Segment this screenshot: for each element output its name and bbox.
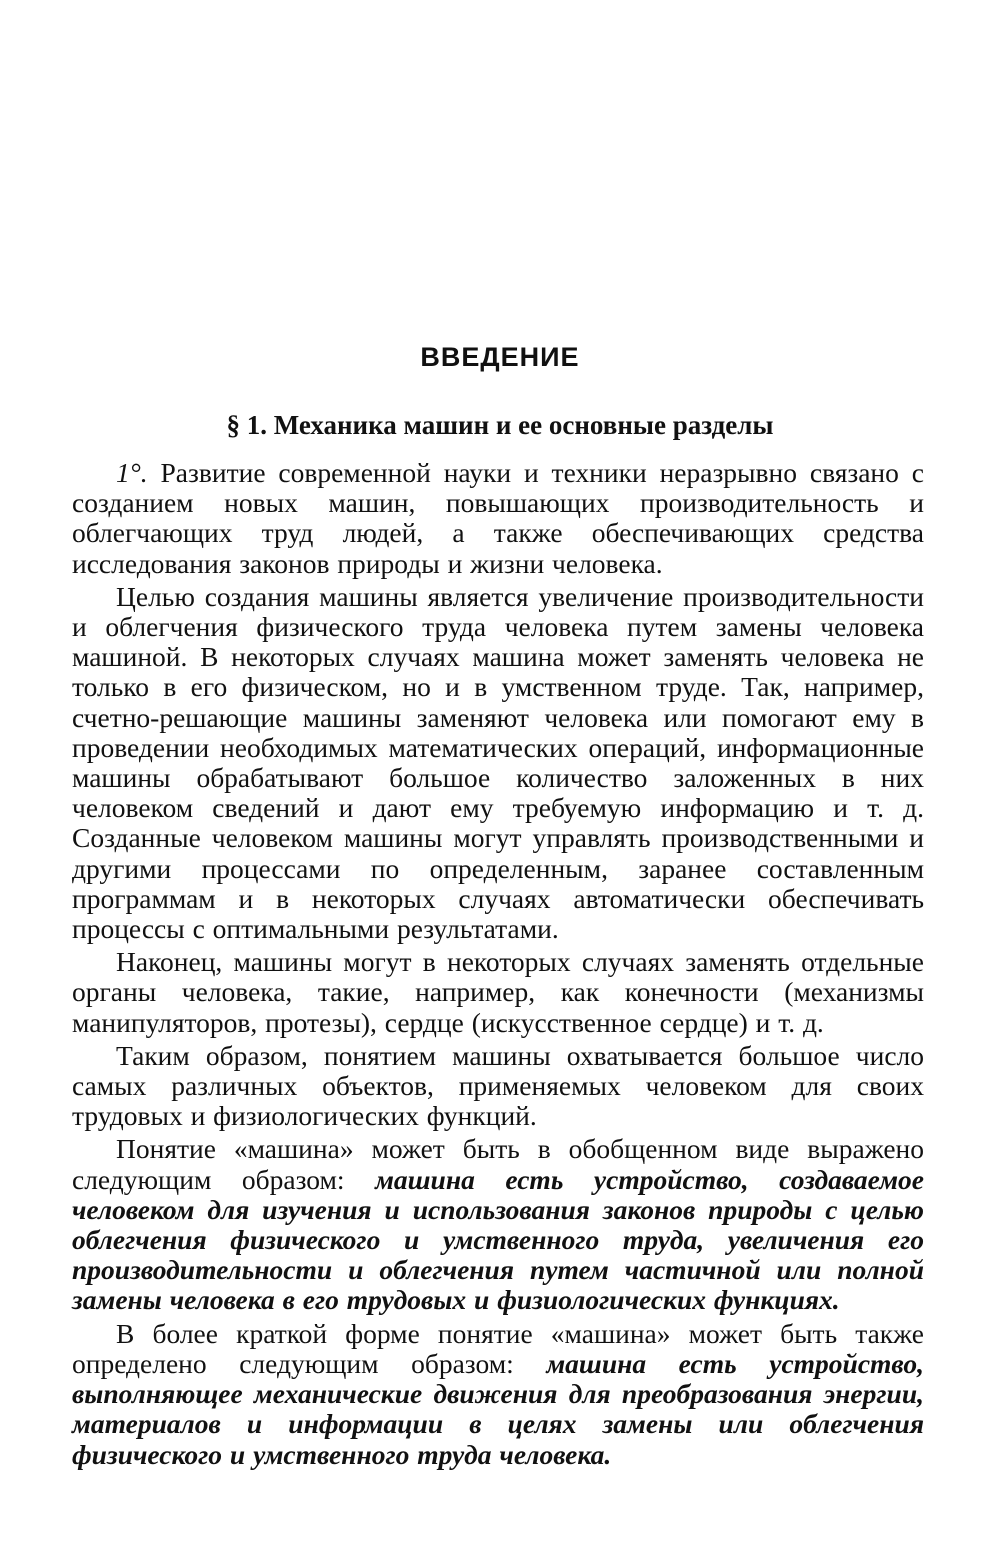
paragraph-6-lead: В более краткой форме понятие «машина» может быть также определено следующим образом: — [72, 1317, 924, 1379]
paragraph-4: Таким образом, понятием машины охватывается большое число самых различных объектов, применяемых человеком для своих трудовых и физиологических функций. — [72, 1039, 924, 1132]
paragraph-3: Наконец, машины могут в некоторых случаях заменять отдельные органы человека, такие, например, как конечности (механизмы манипуляторов, протезы), сердце (искусственное сердце) и т. д. — [72, 946, 924, 1038]
machine-definition-short: машина есть устройство, выполняющее механические движения для преобразования энергии, материалов и информации в целях замены или облегчения физического и умственного труда человека. — [72, 1347, 924, 1470]
paragraph-number: 1°. — [116, 457, 148, 488]
machine-definition-full: машина есть устройство, создаваемое человеком для изучения и использования законов природы с целью облегчения физического и умственного труда, увеличения его производительности и облегчения путем частичной или полной замены человека в его трудовых и физиологических функциях. — [72, 1163, 924, 1316]
paragraph-1-text: Развитие современной науки и техники неразрывно связано с созданием новых машин, повышающих производительность и облегчающих труд людей, а также обеспечивающих средства исследования законов природы и жизни человека. — [72, 457, 924, 579]
section-title: § 1. Механика машин и ее основные разделы — [226, 410, 774, 440]
paragraph-5 — [72, 1134, 924, 1315]
paragraph-2: Целью создания машины является увеличение производительности и облегчения физического труда человека путем замены человека машиной. В некоторых случаях машина может заменять человека не только в его физическом, но и в умственном труде. Так, например, счетно-решающие машины заменяют человека или помогают ему в проведении необходимых математических операций, информационные машины обрабатывают большое количество заложенных в них человеком сведений и дают ему требуемую информацию и т. д. Созданные человеком машины могут управлять производственными и другими процессами по определенным, заранее составленным программам и в некоторых случаях автоматически обеспечивать процессы с оптимальными результатами. — [72, 580, 924, 945]
paragraph-6 — [72, 1319, 924, 1470]
body-text — [72, 458, 924, 1470]
chapter-title: ВВЕДЕНИЕ — [420, 342, 580, 372]
paragraph-1 — [72, 458, 924, 579]
paragraph-5-lead: Понятие «машина» может быть в обобщенном виде выражено следующим образом: — [72, 1133, 924, 1195]
